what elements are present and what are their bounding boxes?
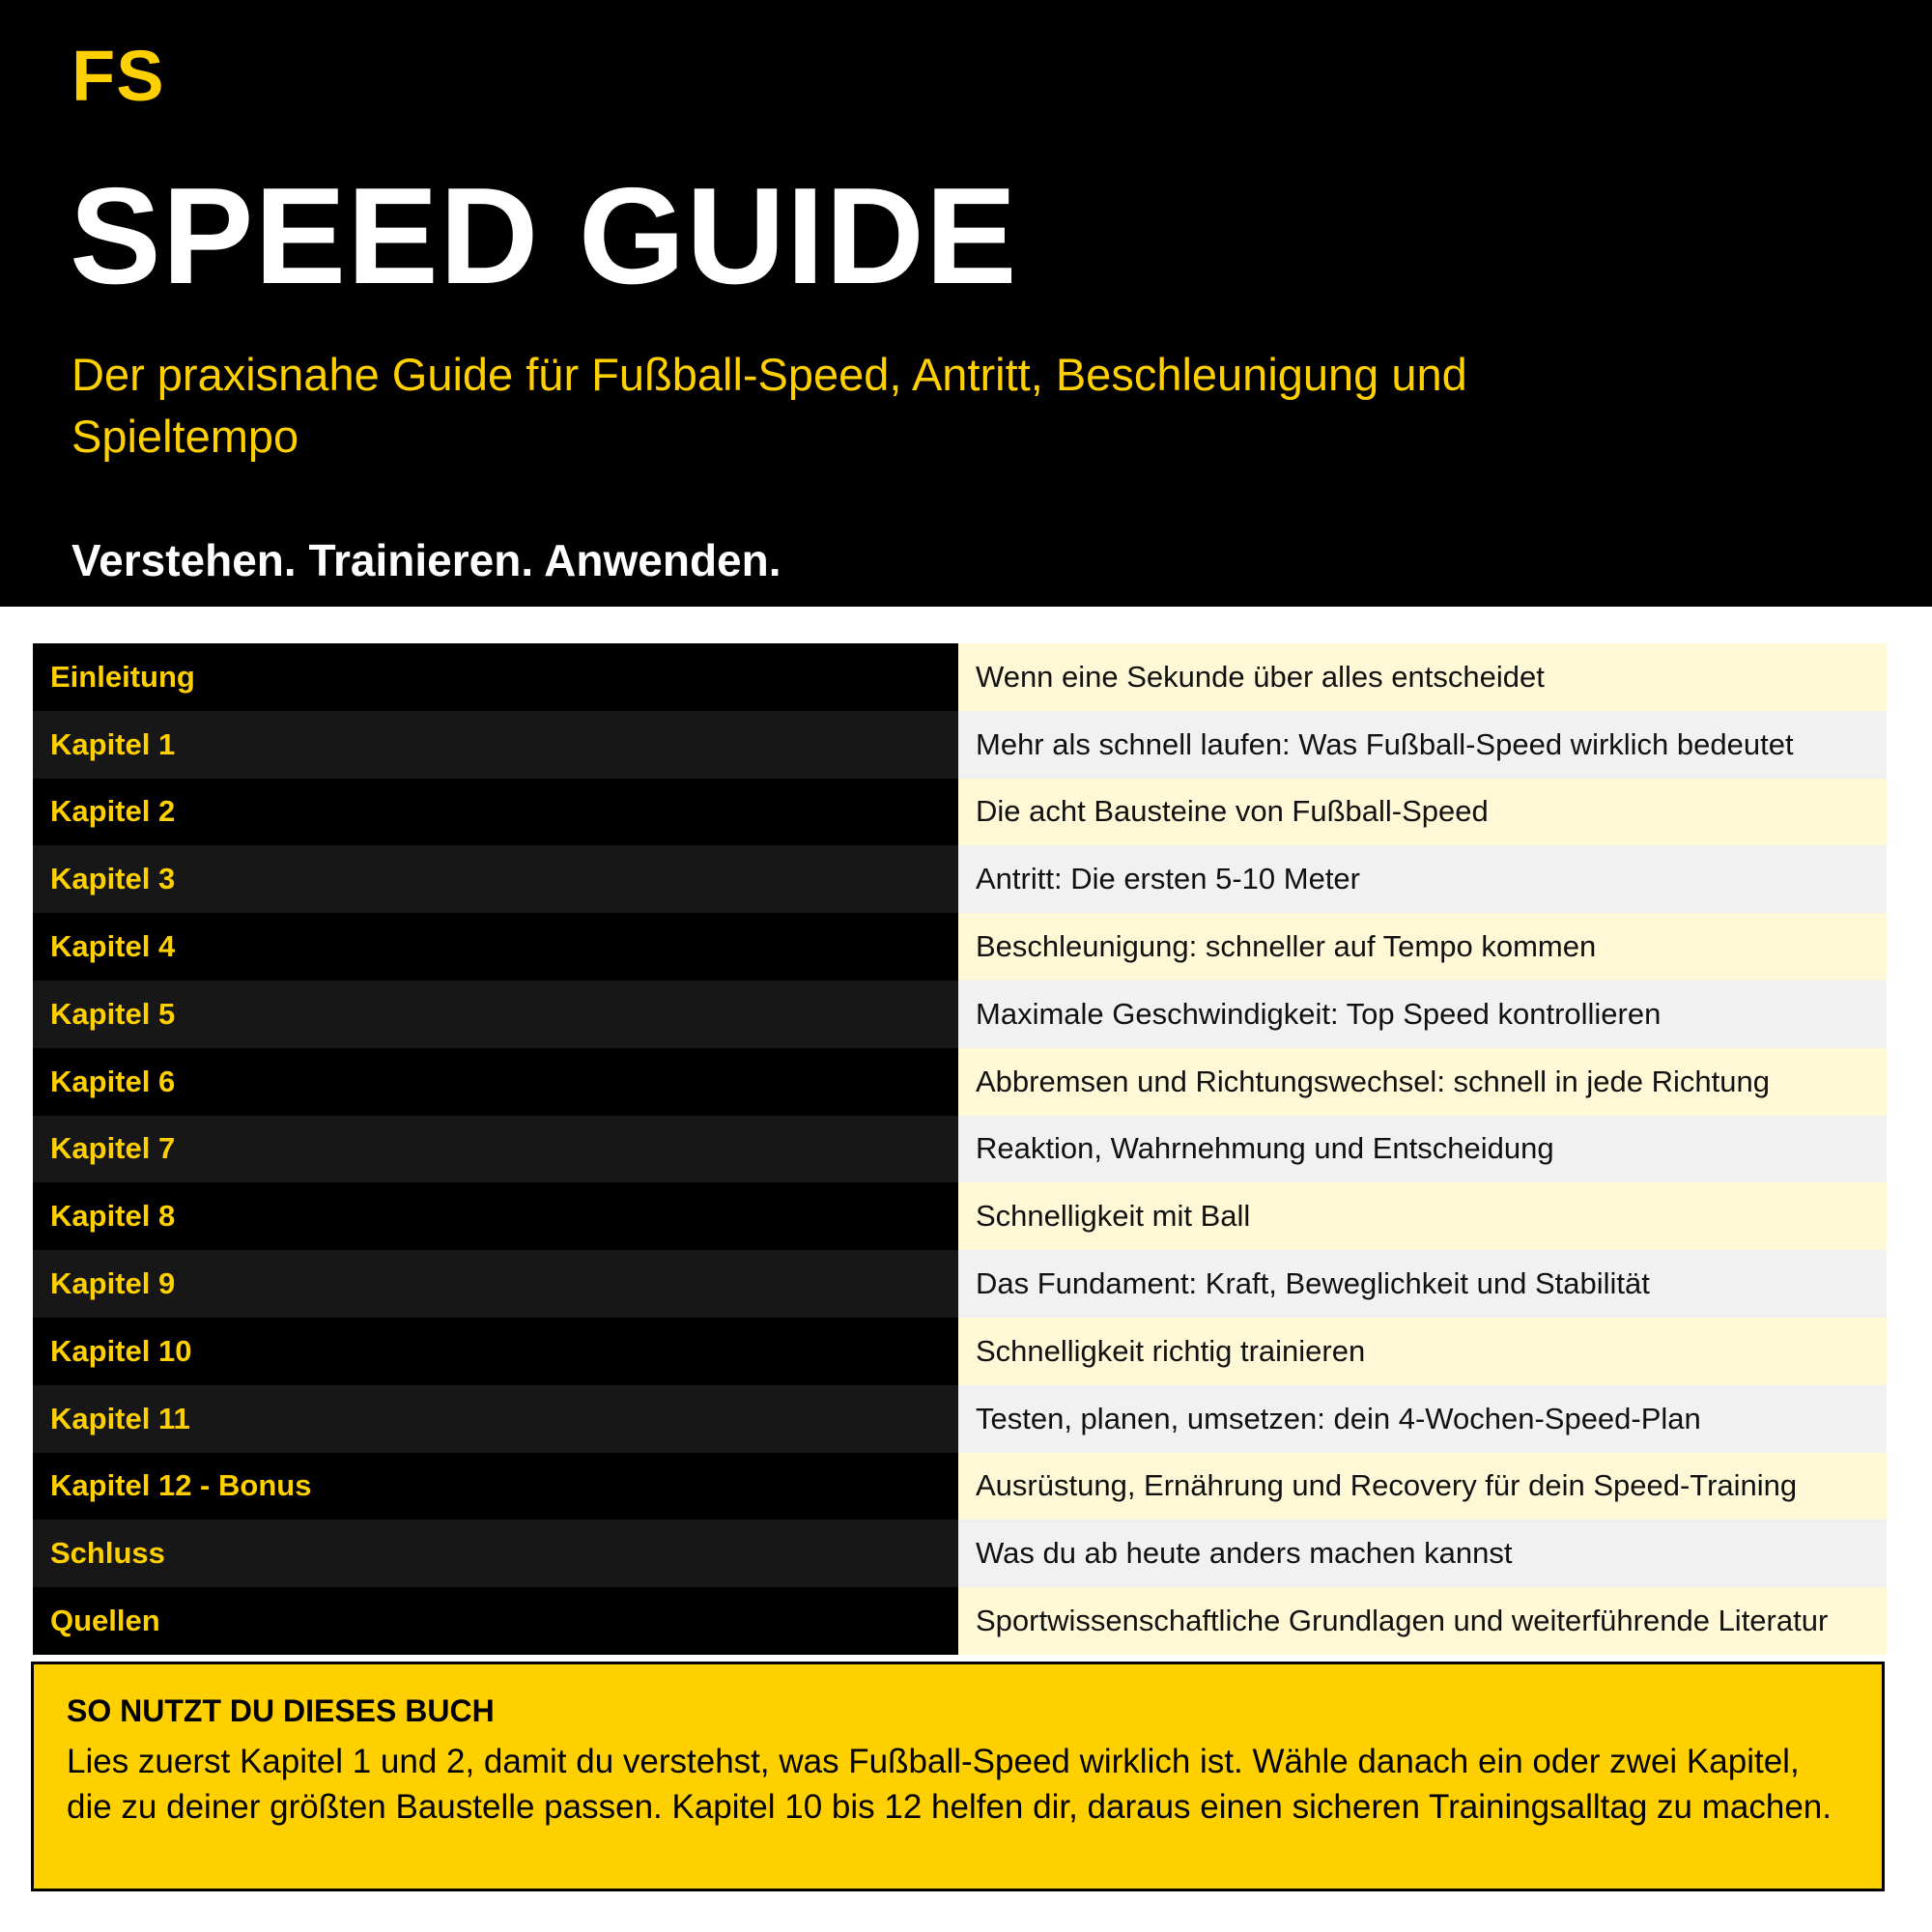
toc-row [33,1587,1887,1655]
toc-row [33,845,1887,913]
toc-row-description: Schnelligkeit richtig trainieren [958,1318,1887,1385]
toc-row-description: Wenn eine Sekunde über alles entscheidet [958,643,1887,711]
toc-row [33,1116,1887,1183]
brand-logo: FS [71,36,165,116]
toc-row-label: Kapitel 9 [33,1250,958,1318]
toc-row-description: Reaktion, Wahrnehmung und Entscheidung [958,1116,1887,1183]
toc-row-label: Kapitel 10 [33,1318,958,1385]
toc-row [33,1385,1887,1453]
toc-row [33,643,1887,711]
toc-row-label: Kapitel 5 [33,980,958,1048]
toc-row-description: Maximale Geschwindigkeit: Top Speed kontrollieren [958,980,1887,1048]
toc-row [33,1182,1887,1250]
toc-row-description: Beschleunigung: schneller auf Tempo kommen [958,913,1887,980]
callout-heading: SO NUTZT DU DIESES BUCH [67,1693,495,1728]
toc-row [33,913,1887,980]
toc-row-label: Kapitel 6 [33,1048,958,1116]
toc-row-label: Kapitel 11 [33,1385,958,1453]
toc-body [33,643,1887,1655]
toc-row-label: Kapitel 1 [33,711,958,779]
page-subtitle: Der praxisnahe Guide für Fußball-Speed, Antritt, Beschleunigung und Spieltempo [71,349,1467,462]
toc-row-label: Kapitel 3 [33,845,958,913]
toc-row [33,1520,1887,1587]
toc-row-description: Das Fundament: Kraft, Beweglichkeit und Stabilität [958,1250,1887,1318]
toc-row [33,980,1887,1048]
toc-row [33,1318,1887,1385]
usage-callout [31,1662,1885,1891]
toc-row-label: Kapitel 8 [33,1182,958,1250]
toc-row-description: Testen, planen, umsetzen: dein 4-Wochen-Speed-Plan [958,1385,1887,1453]
toc-row-description: Sportwissenschaftliche Grundlagen und weiterführende Literatur [958,1587,1887,1655]
toc-row-description: Ausrüstung, Ernährung und Recovery für dein Speed-Training [958,1453,1887,1520]
toc-row-description: Abbremsen und Richtungswechsel: schnell in jede Richtung [958,1048,1887,1116]
toc-row-label: Kapitel 4 [33,913,958,980]
toc-row-description: Schnelligkeit mit Ball [958,1182,1887,1250]
toc-row [33,1048,1887,1116]
cover-header [0,0,1932,607]
toc-row-description: Was du ab heute anders machen kannst [958,1520,1887,1587]
toc-row-label: Quellen [33,1587,958,1655]
toc-row [33,1453,1887,1520]
table-of-contents [33,643,1887,1655]
callout-body: Lies zuerst Kapitel 1 und 2, damit du verstehst, was Fußball-Speed wirklich ist. Wähle danach ein oder zwei Kapitel, die zu deiner größten Baustelle passen. Kapitel 10 bis 12 helfen dir, daraus einen sicheren Trainingsalltag zu machen. [67,1743,1832,1826]
toc-row-description: Mehr als schnell laufen: Was Fußball-Speed wirklich bedeutet [958,711,1887,779]
toc-row [33,779,1887,846]
toc-row-label: Kapitel 2 [33,779,958,846]
toc-row-label: Kapitel 7 [33,1116,958,1183]
toc-row-description: Die acht Bausteine von Fußball-Speed [958,779,1887,846]
page-title: SPEED GUIDE [70,159,1018,313]
toc-row [33,711,1887,779]
toc-row [33,1250,1887,1318]
toc-row-label: Einleitung [33,643,958,711]
toc-row-description: Antritt: Die ersten 5-10 Meter [958,845,1887,913]
tagline: Verstehen. Trainieren. Anwenden. [71,535,781,585]
toc-row-label: Kapitel 12 - Bonus [33,1453,958,1520]
toc-row-label: Schluss [33,1520,958,1587]
